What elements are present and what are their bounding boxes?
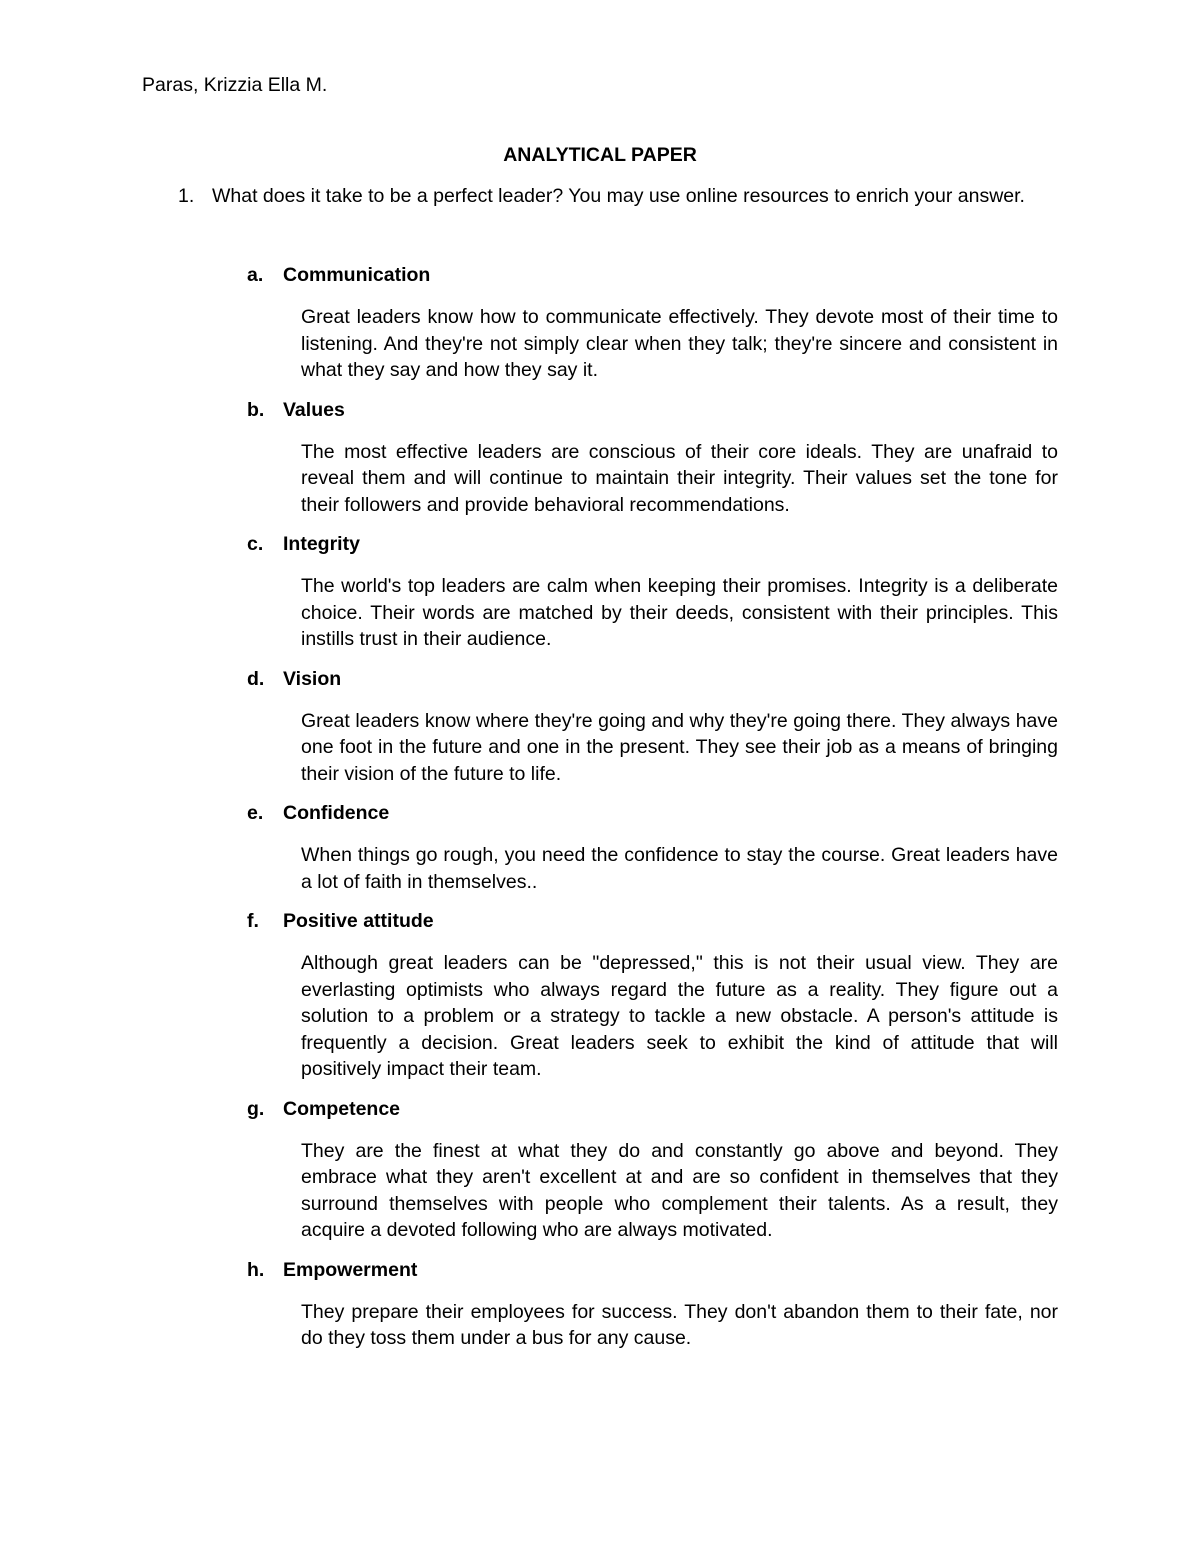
document-title: ANALYTICAL PAPER <box>503 144 697 166</box>
item-body: They are the finest at what they do and constantly go above and beyond. They embrace what they aren't excellent at and are so confident in themselves that they surround themselves with people who complement their talents. As a result, they acquire a devoted following who are always motivated. <box>301 1139 1058 1241</box>
item-letter: h. <box>247 1258 265 1281</box>
list-item <box>247 666 1058 788</box>
item-header <box>247 666 1058 693</box>
item-header <box>247 397 1058 424</box>
item-heading: Positive attitude <box>283 910 434 932</box>
item-letter: c. <box>247 533 264 555</box>
item-header <box>247 800 1058 827</box>
list-item <box>247 397 1058 519</box>
item-heading: Competence <box>283 1097 401 1120</box>
item-letter: b. <box>247 398 265 421</box>
item-body: When things go rough, you need the confidence to stay the course. Great leaders have a lot of faith in themselves.. <box>301 844 1058 893</box>
item-letter: a. <box>247 264 264 286</box>
item-letter: g. <box>247 1097 265 1120</box>
item-heading: Empowerment <box>283 1258 418 1281</box>
item-body: Great leaders know where they're going and why they're going there. They always have one foot in the future and one in the present. They see their job as a means of bringing their vision of the future to life. <box>301 709 1058 785</box>
question <box>178 183 1058 210</box>
item-heading: Integrity <box>283 533 360 555</box>
item-body: Although great leaders can be "depressed," this is not their usual view. They are everlasting optimists who always regard the future as a reality. They figure out a solution to a problem or a strategy to tackle a new obstacle. A person's attitude is frequently a decision. Great leaders seek to exhibit the kind of attitude that will positively impact their team. <box>301 952 1058 1080</box>
item-body: The world's top leaders are calm when keeping their promises. Integrity is a deliberate choice. Their words are matched by their deeds, consistent with their principles. This instills trust in their audience. <box>301 575 1058 650</box>
item-heading: Communication <box>283 264 431 286</box>
author-name: Paras, Krizzia Ella M. <box>142 74 328 96</box>
item-letter: d. <box>247 667 265 690</box>
item-header <box>247 1096 1058 1123</box>
item-body: The most effective leaders are conscious of their core ideals. They are unafraid to reveal them and will continue to maintain their integrity. Their values set the tone for their followers and provide behavioral recommendations. <box>301 440 1058 516</box>
item-body: Great leaders know how to communicate effectively. They devote most of their time to listening. And they're not simply clear when they talk; they're sincere and consistent in what they say and how they say it. <box>301 306 1058 381</box>
item-heading: Vision <box>283 667 342 690</box>
list-item <box>247 262 1058 384</box>
item-header <box>247 262 1058 289</box>
item-heading: Values <box>283 398 345 421</box>
list-item <box>247 1096 1058 1244</box>
item-letter: f. <box>247 910 259 932</box>
list-item <box>247 1257 1058 1352</box>
question-text: What does it take to be a perfect leader? You may use online resources to enrich your answer. <box>212 185 1025 207</box>
list-item <box>247 800 1058 895</box>
item-header <box>247 908 1058 935</box>
item-heading: Confidence <box>283 802 390 824</box>
question-number: 1. <box>178 185 195 207</box>
list-item <box>247 531 1058 653</box>
item-letter: e. <box>247 802 264 824</box>
item-header <box>247 1257 1058 1284</box>
list-item <box>247 908 1058 1083</box>
answer-list <box>247 262 1058 1365</box>
item-header <box>247 531 1058 558</box>
item-body: They prepare their employees for success. They don't abandon them to their fate, nor do they toss them under a bus for any cause. <box>301 1300 1058 1349</box>
